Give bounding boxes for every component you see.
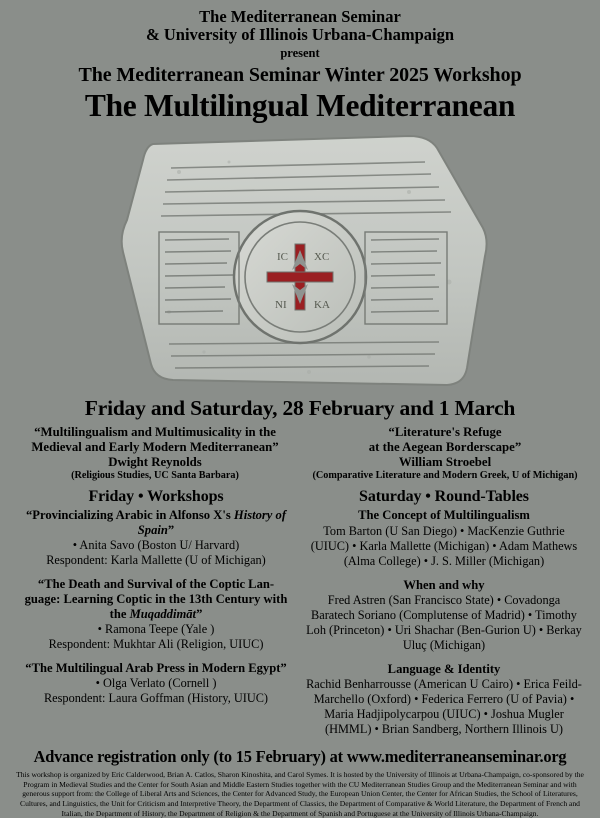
friday-panel-1-title-italic2: Spain: [137, 523, 168, 538]
friday-panel-1: [18, 508, 294, 568]
friday-heading: Friday • Workshops: [88, 488, 224, 506]
friday-panel-2-title-line3: [18, 607, 294, 622]
friday-panel-1-title: [18, 508, 294, 523]
friday-panel-2-respondent: Respondent: Mukhtar Ali (Religion, UIUC): [48, 636, 264, 651]
friday-column: [10, 488, 300, 736]
roundtable-2-participants: Fred Astren (San Francisco State) • Covadonga Baratech Soriano (Complutense of Madrid) • Timothy Loh (Princeton) • Uri Shachar (Ben-Gurion U) • Berkay Uluç (Michigan): [306, 592, 582, 652]
friday-panel-2-presenter: • Ramona Teepe (Yale ): [97, 621, 215, 636]
roundtable-3-participants: Rachid Benharrousse (American U Cairo) • Erica Feild-Marchello (Oxford) • Federica Ferrero (U of Pavia) • Maria Hadjipolycarpou (UIUC) • Joshua Mugler (HMML) • Brian Sandberg, Northern Illinois U): [306, 676, 582, 736]
keynote-left-speaker: Dwight Reynolds: [108, 455, 202, 470]
friday-panel-2-title-line2: guage: Learning Coptic in the 13th Century with: [24, 592, 288, 607]
poster-image: [10, 130, 590, 392]
friday-panel-2-title-line3-pre: the: [109, 606, 130, 621]
event-dates: Friday and Saturday, 28 February and 1 March: [84, 395, 516, 420]
friday-panel-1-title-italic: History of: [233, 508, 287, 523]
keynote-right-speaker: William Stroebel: [398, 455, 492, 470]
svg-text:XC: XC: [314, 250, 330, 263]
keynote-left-affiliation: (Religious Studies, UC Santa Barbara): [71, 470, 239, 482]
friday-panel-2: [18, 577, 294, 652]
workshop-subtitle: The Mediterranean Seminar Winter 2025 Workshop: [78, 63, 522, 86]
keynote-left-title-line1: “Multilingualism and Multimusicality in the: [34, 424, 276, 439]
friday-panel-3-title: “The Multilingual Arab Press in Modern Egypt”: [25, 660, 287, 675]
keynote-right-affiliation: (Comparative Literature and Modern Greek, U of Michigan): [312, 470, 578, 482]
saturday-heading: Saturday • Round-Tables: [359, 488, 529, 506]
svg-text:KA: KA: [314, 298, 330, 311]
friday-panel-2-title-line3-post: ”: [196, 606, 203, 621]
saturday-column: [300, 488, 590, 736]
svg-text:IC: IC: [277, 250, 288, 263]
keynote-left: [10, 425, 300, 483]
stone-svg: [109, 132, 491, 390]
friday-panel-1-presenter: • Anita Savo (Boston U/ Harvard): [72, 538, 240, 553]
friday-panel-3-presenter: • Olga Verlato (Cornell ): [95, 675, 217, 690]
keynotes-row: [10, 425, 590, 483]
friday-panel-1-title-post: ”: [167, 523, 175, 538]
svg-text:NI: NI: [275, 298, 287, 311]
friday-panel-1-respondent: Respondent: Karla Mallette (U of Michigan): [46, 553, 266, 568]
roundtable-3-title: Language & Identity: [387, 661, 501, 676]
registration-line[interactable]: Advance registration only (to 15 February) at www.mediterraneanseminar.org: [33, 746, 567, 766]
schedule-columns: [10, 488, 590, 736]
roundtable-3: [306, 662, 582, 737]
keynote-right: [300, 425, 590, 483]
friday-panel-1-title-pre: “Provincializing Arabic in Alfonso X's: [25, 508, 234, 523]
keynote-right-title-line1: “Literature's Refuge: [388, 424, 502, 439]
host-line-1: The Mediterranean Seminar: [199, 7, 401, 26]
roundtable-2: [306, 578, 582, 653]
roundtable-1: [306, 508, 582, 568]
sponsors-fineprint: This workshop is organized by Eric Calderwood, Brian A. Catlos, Sharon Kinoshita, and Carol Symes. It is hosted by the University of Illinois at Urbana-Champaign, co-sponsored by the Program in Medieval Studies and the Center for South Asian and Middle Eastern Studies together with the CU Mediterranean Studies Group and the Mediterranean Seminar and with generous support from: the College of Liberal Arts and Sciences, the Center for Advanced Study, the European Union Center, the Center for African Studies, the School of Literatures, Cultures, and Linguistics, the Unit for Criticism and Interpretive Theory, the Department of Classics, the Department of Comparative & World Literature, the Department of French and Italian, the Department of History, the Department of Religion & the Department of Spanish and Portuguese at the University of Illinois Urbana-Champaign.: [16, 769, 584, 818]
keynote-left-title-line2: Medieval and Early Modern Mediterranean”: [31, 440, 279, 455]
friday-panel-2-title-line3-italic: Muqaddimāt: [129, 606, 197, 621]
keynote-right-title-line2: at the Aegean Borderscape”: [368, 440, 522, 455]
present-label: present: [280, 45, 320, 60]
stone-illustration: [109, 132, 491, 390]
roundtable-1-title: The Concept of Multilingualism: [358, 508, 530, 523]
friday-panel-3: [18, 661, 294, 706]
friday-panel-1-title-2: [18, 523, 294, 538]
friday-panel-2-title-line1: “The Death and Survival of the Coptic Lan-: [37, 577, 275, 592]
roundtable-1-participants: Tom Barton (U San Diego) • MacKenzie Guthrie (UIUC) • Karla Mallette (Michigan) • Adam Mathews (Alma College) • J. S. Miller (Michigan): [310, 523, 578, 568]
host-line-2: & University of Illinois Urbana-Champaign: [145, 25, 455, 45]
page-title: The Multilingual Mediterranean: [84, 87, 516, 123]
friday-panel-3-respondent: Respondent: Laura Goffman (History, UIUC): [43, 690, 269, 705]
roundtable-2-title: When and why: [403, 577, 485, 592]
